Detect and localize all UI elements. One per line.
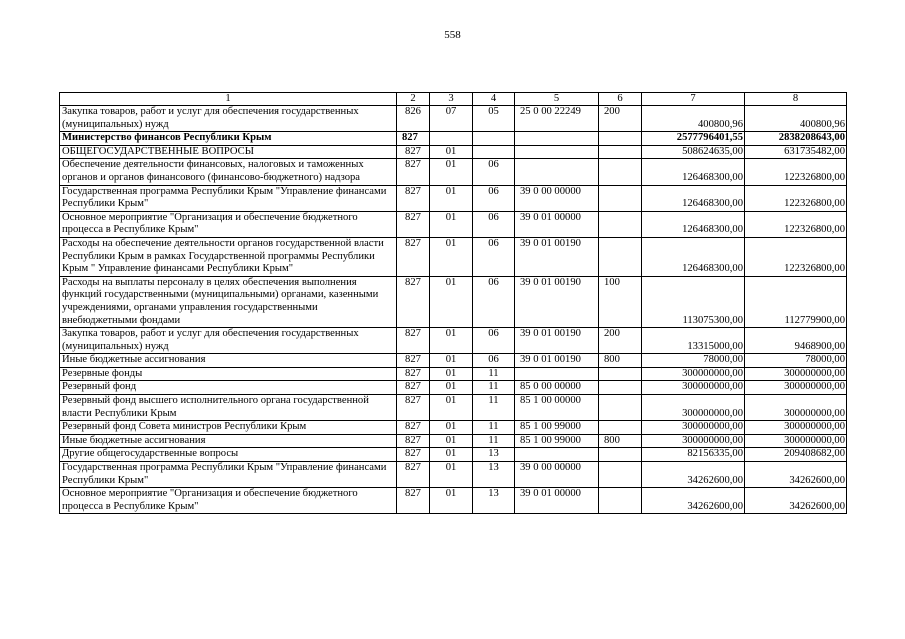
amount-year-1: 300000000,00 [642,367,745,381]
amount-year-2: 122326800,00 [745,237,847,276]
expense-type [599,145,642,159]
section-code: 01 [430,211,473,237]
amount-year-1: 126468300,00 [642,211,745,237]
section-code: 01 [430,185,473,211]
expense-type [599,462,642,488]
expense-type [599,211,642,237]
expense-type: 800 [599,434,642,448]
subsection-code: 06 [473,211,515,237]
column-header: 7 [642,93,745,106]
section-code: 01 [430,328,473,354]
section-code: 01 [430,159,473,185]
row-name: Государственная программа Республики Крым "Управление финансами Республики Крым" [60,185,397,211]
table-row [60,354,847,368]
amount-year-1: 300000000,00 [642,395,745,421]
section-code: 01 [430,367,473,381]
row-name: Расходы на обеспечение деятельности органов государственной власти Республики Крым в рамках Государственной программы Республики Крым " Управление финансами Республики Крым" [60,237,397,276]
subsection-code: 11 [473,434,515,448]
amount-year-1: 34262600,00 [642,488,745,514]
expense-type [599,132,642,146]
target-article: 39 0 00 00000 [515,185,599,211]
target-article: 39 0 01 00190 [515,237,599,276]
amount-year-2: 300000000,00 [745,381,847,395]
amount-year-2: 300000000,00 [745,434,847,448]
ministry-code: 827 [397,488,430,514]
ministry-code: 827 [397,421,430,435]
ministry-code: 827 [397,448,430,462]
section-code: 01 [430,488,473,514]
row-name: Расходы на выплаты персоналу в целях обеспечения выполнения функций государственными (муниципальными) органами, казенными учреждениями, органами управления государственными внебюджетными фондами [60,276,397,327]
amount-year-2: 631735482,00 [745,145,847,159]
amount-year-1: 300000000,00 [642,381,745,395]
subsection-code: 11 [473,421,515,435]
subsection-code: 06 [473,159,515,185]
expense-type [599,159,642,185]
subsection-code: 11 [473,367,515,381]
section-code: 01 [430,145,473,159]
section-code: 01 [430,354,473,368]
table-row [60,448,847,462]
row-name: Министерство финансов Республики Крым [60,132,397,146]
section-code: 01 [430,434,473,448]
section-code: 01 [430,448,473,462]
table-row [60,421,847,435]
amount-year-1: 300000000,00 [642,434,745,448]
subsection-code: 13 [473,488,515,514]
table-row [60,159,847,185]
amount-year-2: 112779900,00 [745,276,847,327]
target-article [515,145,599,159]
subsection-code: 13 [473,462,515,488]
row-name: Основное мероприятие "Организация и обеспечение бюджетного процесса в Республике Крым" [60,488,397,514]
row-name: Резервный фонд высшего исполнительного органа государственной власти Республики Крым [60,395,397,421]
amount-year-1: 126468300,00 [642,185,745,211]
table-row [60,276,847,327]
table-row [60,185,847,211]
amount-year-1: 300000000,00 [642,421,745,435]
amount-year-2: 9468900,00 [745,328,847,354]
ministry-code: 827 [397,381,430,395]
table-row [60,381,847,395]
amount-year-1: 78000,00 [642,354,745,368]
subsection-code [473,145,515,159]
column-header: 6 [599,93,642,106]
expense-type: 200 [599,106,642,132]
subsection-code: 06 [473,185,515,211]
amount-year-1: 13315000,00 [642,328,745,354]
expense-type [599,381,642,395]
ministry-code: 827 [397,328,430,354]
section-code [430,132,473,146]
section-code: 01 [430,421,473,435]
subsection-code [473,132,515,146]
table-row [60,434,847,448]
ministry-code: 827 [397,434,430,448]
table-row [60,237,847,276]
amount-year-1: 34262600,00 [642,462,745,488]
section-code: 01 [430,276,473,327]
subsection-code: 06 [473,276,515,327]
expense-type [599,488,642,514]
table-row [60,328,847,354]
target-article: 25 0 00 22249 [515,106,599,132]
column-header: 4 [473,93,515,106]
amount-year-2: 34262600,00 [745,488,847,514]
section-code: 01 [430,395,473,421]
amount-year-2: 400800,96 [745,106,847,132]
table-row [60,462,847,488]
subsection-code: 05 [473,106,515,132]
row-name: Государственная программа Республики Крым "Управление финансами Республики Крым" [60,462,397,488]
ministry-code: 827 [397,211,430,237]
amount-year-2: 300000000,00 [745,421,847,435]
expense-type [599,421,642,435]
row-name: Резервный фонд [60,381,397,395]
ministry-code: 827 [397,185,430,211]
row-name: Резервные фонды [60,367,397,381]
section-code: 01 [430,381,473,395]
subsection-code: 13 [473,448,515,462]
table-row [60,145,847,159]
row-name: Другие общегосударственные вопросы [60,448,397,462]
ministry-code: 827 [397,354,430,368]
expense-type [599,237,642,276]
target-article: 39 0 01 00000 [515,488,599,514]
expense-type: 100 [599,276,642,327]
column-header: 5 [515,93,599,106]
row-name: Резервный фонд Совета министров Республики Крым [60,421,397,435]
ministry-code: 827 [397,462,430,488]
section-code: 07 [430,106,473,132]
row-name: Основное мероприятие "Организация и обеспечение бюджетного процесса в Республике Крым" [60,211,397,237]
target-article [515,132,599,146]
column-header: 1 [60,93,397,106]
table-row [60,106,847,132]
subsection-code: 06 [473,328,515,354]
section-code: 01 [430,237,473,276]
row-name: Иные бюджетные ассигнования [60,434,397,448]
column-header: 2 [397,93,430,106]
table-row [60,132,847,146]
ministry-code: 827 [397,395,430,421]
amount-year-1: 113075300,00 [642,276,745,327]
table-row [60,395,847,421]
expense-type [599,367,642,381]
amount-year-1: 126468300,00 [642,159,745,185]
target-article: 39 0 01 00000 [515,211,599,237]
subsection-code: 06 [473,354,515,368]
ministry-code: 827 [397,367,430,381]
amount-year-2: 2838208643,00 [745,132,847,146]
target-article: 85 1 00 99000 [515,421,599,435]
target-article: 39 0 00 00000 [515,462,599,488]
subsection-code: 11 [473,395,515,421]
amount-year-2: 300000000,00 [745,367,847,381]
subsection-code: 06 [473,237,515,276]
expense-type [599,395,642,421]
table-row [60,488,847,514]
target-article: 85 0 00 00000 [515,381,599,395]
row-name: Закупка товаров, работ и услуг для обеспечения государственных (муниципальных) нужд [60,106,397,132]
row-name: ОБЩЕГОСУДАРСТВЕННЫЕ ВОПРОСЫ [60,145,397,159]
subsection-code: 11 [473,381,515,395]
amount-year-1: 2577796401,55 [642,132,745,146]
amount-year-1: 126468300,00 [642,237,745,276]
ministry-code: 827 [397,237,430,276]
row-name: Обеспечение деятельности финансовых, налоговых и таможенных органов и органов финансового (финансово-бюджетного) надзора [60,159,397,185]
expense-type: 200 [599,328,642,354]
target-article: 39 0 01 00190 [515,276,599,327]
ministry-code: 827 [397,132,430,146]
budget-table [59,92,847,514]
target-article [515,367,599,381]
ministry-code: 827 [397,159,430,185]
amount-year-2: 300000000,00 [745,395,847,421]
ministry-code: 826 [397,106,430,132]
amount-year-1: 82156335,00 [642,448,745,462]
expense-type: 800 [599,354,642,368]
expense-type [599,185,642,211]
column-header: 3 [430,93,473,106]
target-article: 85 1 00 00000 [515,395,599,421]
amount-year-2: 78000,00 [745,354,847,368]
amount-year-2: 34262600,00 [745,462,847,488]
column-number-row [60,93,847,106]
page-number: 558 [444,29,461,41]
target-article: 85 1 00 99000 [515,434,599,448]
column-header: 8 [745,93,847,106]
ministry-code: 827 [397,145,430,159]
expense-type [599,448,642,462]
table-row [60,211,847,237]
amount-year-2: 209408682,00 [745,448,847,462]
target-article: 39 0 01 00190 [515,328,599,354]
row-name: Иные бюджетные ассигнования [60,354,397,368]
amount-year-1: 508624635,00 [642,145,745,159]
amount-year-2: 122326800,00 [745,211,847,237]
amount-year-2: 122326800,00 [745,159,847,185]
ministry-code: 827 [397,276,430,327]
target-article [515,159,599,185]
target-article: 39 0 01 00190 [515,354,599,368]
row-name: Закупка товаров, работ и услуг для обеспечения государственных (муниципальных) нужд [60,328,397,354]
amount-year-2: 122326800,00 [745,185,847,211]
table-row [60,367,847,381]
section-code: 01 [430,462,473,488]
amount-year-1: 400800,96 [642,106,745,132]
target-article [515,448,599,462]
